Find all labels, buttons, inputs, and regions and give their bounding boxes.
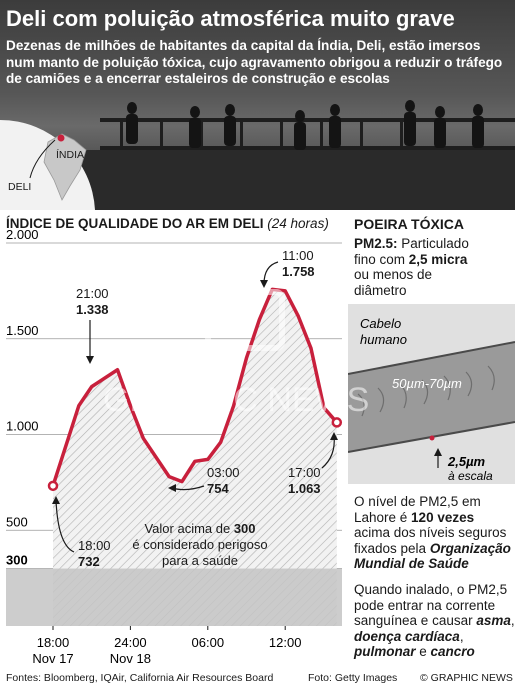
annotation-value-0300: 754 (207, 481, 229, 496)
annotation-time-2100: 21:00 (76, 286, 109, 301)
svg-text:é considerado perigoso: é considerado perigoso (132, 537, 268, 552)
x-tick-label: 06:00 (191, 635, 225, 650)
annotation-time-1100: 11:00 (282, 248, 314, 263)
x-tick-label: 24:00 (114, 635, 147, 650)
graphic-credit: © GRAPHIC NEWS (420, 672, 513, 684)
map-label-india: ÍNDIA (56, 149, 85, 161)
scale-note: à escala (448, 469, 493, 483)
line-endpoint (49, 482, 57, 490)
health-paragraph: Quando inalado, o PM2,5 pode entrar na corrente sanguínea e causar asma, doença cardíaca, pulmonar e cancro (354, 582, 515, 659)
svg-text:para a saúde: para a saúde (162, 553, 238, 568)
y-tick-label: 2.000 (6, 227, 39, 242)
line-endpoint (333, 418, 341, 426)
danger-band (6, 569, 342, 626)
y-tick-label: 300 (6, 552, 28, 568)
y-tick-label: 1.000 (6, 418, 39, 434)
annotation-value-1100: 1.758 (282, 264, 315, 279)
hair-label-1: Cabelo (360, 316, 402, 331)
y-tick-label: 1.500 (6, 322, 39, 338)
annotation-value-2100: 1.338 (76, 302, 109, 317)
hair-scale-illustration (348, 304, 515, 484)
x-date-label: Nov 17 (32, 651, 74, 666)
pm-size-label: 2,5µm (448, 454, 486, 469)
chart-title-text: ÍNDICE DE QUALIDADE DO AR EM DELI (6, 216, 264, 231)
pm-definition: PM2.5: Particulado fino com 2,5 micra ou menos de diâmetro (354, 236, 469, 298)
svg-text:Valor acima de 300: Valor acima de 300 (144, 521, 256, 536)
annotation-value-1800: 732 (78, 554, 100, 569)
annotation-time-1700: 17:00 (288, 465, 321, 480)
map-label-deli: DELI (8, 181, 32, 193)
pm25-particle (430, 436, 435, 441)
footer (0, 667, 515, 690)
watermark-text: GRAPHIC NEWS (103, 381, 370, 419)
annotation-time-0300: 03:00 (207, 465, 240, 480)
panel-title: POEIRA TÓXICA (354, 216, 464, 232)
lahore-paragraph: O nível de PM2,5 em Lahore é 120 vezes acima dos níveis seguros fixados pela Organização Mundial de Saúde (354, 494, 511, 571)
page-title: Deli com poluição atmosférica muito grave (6, 6, 455, 31)
photo-credit: Foto: Getty Images (308, 672, 398, 684)
annotation-time-1800: 18:00 (78, 538, 111, 553)
hair-label-2: humano (360, 332, 407, 347)
chart-title-note: (24 horas) (267, 216, 329, 231)
x-tick-label: 18:00 (36, 635, 70, 650)
sources: Fontes: Bloomberg, IQAir, California Air Resources Board (6, 672, 274, 684)
annotation-value-1700: 1.063 (288, 481, 321, 496)
pm25-panel (348, 212, 515, 667)
hair-size-label: 50µm-70µm (392, 376, 462, 391)
page-subtitle: Dezenas de milhões de habitantes da capital da Índia, Deli, estão imersos num manto de poluição tóxica, cujo agravamento obrigou a reduzir o tráfego de camiões e a encerrar estaleiros de construção e escolas (6, 38, 503, 86)
y-tick-label: 500 (6, 514, 28, 530)
x-tick-label: 12:00 (268, 635, 302, 650)
x-date-label: Nov 18 (109, 651, 152, 666)
